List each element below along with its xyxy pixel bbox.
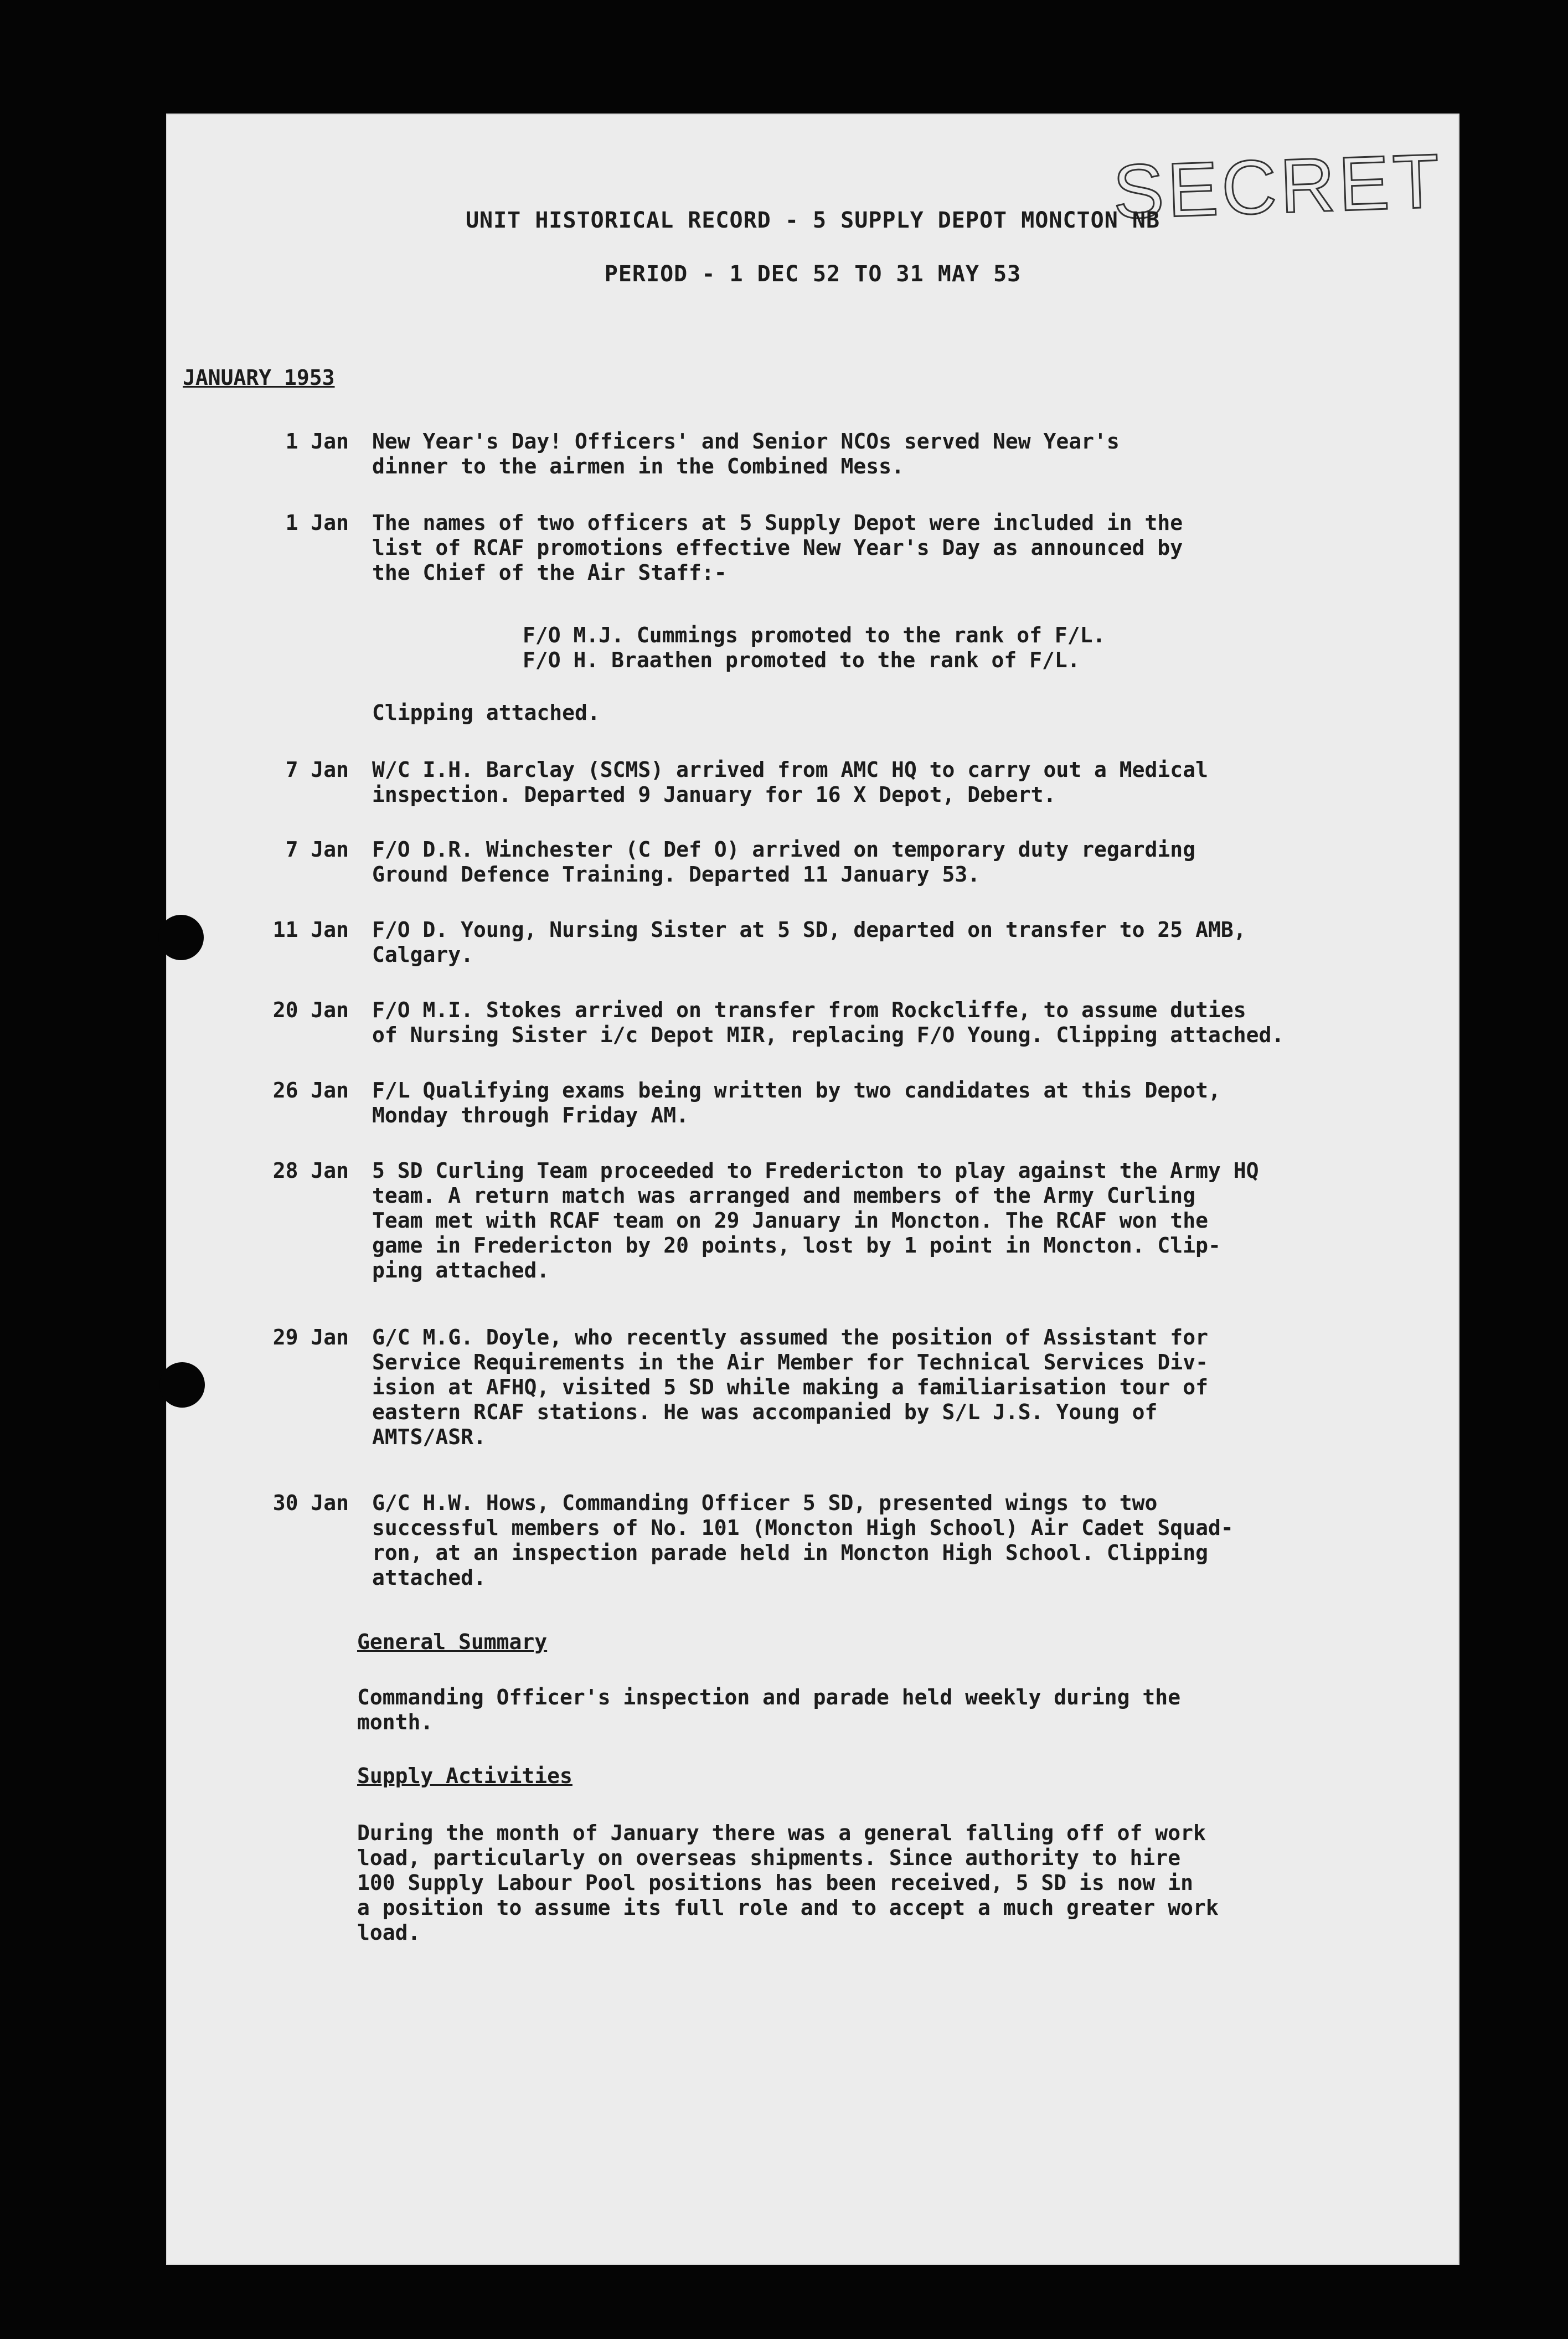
entry-line: team. A return match was arranged and members of the Army Curling	[372, 1183, 1196, 1208]
entry-line: list of RCAF promotions effective New Year's Day as announced by	[372, 535, 1183, 560]
entry-text	[372, 918, 1402, 967]
entry-date: 28 Jan	[272, 1158, 349, 1183]
supply-line: During the month of January there was a general falling off of work	[357, 1821, 1206, 1845]
supply-line: a position to assume its full role and to accept a much greater work	[357, 1895, 1219, 1920]
entry-date: 7 Jan	[285, 758, 349, 782]
summary-line: Commanding Officer's inspection and parade held weekly during the	[357, 1685, 1181, 1709]
document-title: UNIT HISTORICAL RECORD - 5 SUPPLY DEPOT MONCTON NB	[465, 208, 1160, 233]
entry-text	[372, 998, 1402, 1048]
general-summary-text	[357, 1685, 1387, 1735]
promotion-line: F/O M.J. Cummings promoted to the rank of F/L.	[523, 623, 1106, 647]
entry-text	[372, 1078, 1402, 1128]
entry-line: inspection. Departed 9 January for 16 X Depot, Debert.	[372, 782, 1056, 807]
entry-date: 20 Jan	[272, 998, 349, 1022]
supply-activities-text	[357, 1821, 1387, 1945]
entry-line: F/O M.I. Stokes arrived on transfer from Rockcliffe, to assume duties	[372, 998, 1246, 1022]
document-period: PERIOD - 1 DEC 52 TO 31 MAY 53	[604, 261, 1022, 287]
entry-line: successful members of No. 101 (Moncton High School) Air Cadet Squad-	[372, 1516, 1234, 1540]
entry-text	[372, 429, 1402, 479]
entry-line: Calgary.	[372, 942, 474, 967]
entry-line: F/O D.R. Winchester (C Def O) arrived on temporary duty regarding	[372, 837, 1196, 862]
entry-line: ron, at an inspection parade held in Moncton High School. Clipping	[372, 1541, 1208, 1565]
entry-line: dinner to the airmen in the Combined Mess.	[372, 454, 904, 478]
punch-hole	[158, 915, 204, 960]
entry-line: Ground Defence Training. Departed 11 January 53.	[372, 862, 981, 887]
entry-line: Monday through Friday AM.	[372, 1103, 689, 1127]
entry-line: 5 SD Curling Team proceeded to Fredericton to play against the Army HQ	[372, 1158, 1259, 1183]
supply-activities-heading: Supply Activities	[357, 1764, 572, 1788]
promotion-line: F/O H. Braathen promoted to the rank of F/L.	[523, 648, 1080, 672]
entry-date: 7 Jan	[285, 837, 349, 862]
entry-line: eastern RCAF stations. He was accompanied by S/L J.S. Young of	[372, 1400, 1158, 1424]
entry-date: 29 Jan	[272, 1325, 349, 1349]
general-summary-heading: General Summary	[357, 1630, 548, 1654]
entry-line: the Chief of the Air Staff:-	[372, 560, 727, 585]
summary-line: month.	[357, 1710, 434, 1734]
entry-line: AMTS/ASR.	[372, 1425, 486, 1449]
entry-text	[372, 837, 1402, 887]
entry-date: 11 Jan	[272, 918, 349, 942]
supply-line: load.	[357, 1920, 421, 1945]
entry-text	[372, 758, 1402, 807]
entry-line: attached.	[372, 1565, 486, 1590]
entry-line: The names of two officers at 5 Supply Depot were included in the	[372, 511, 1183, 535]
entry-line: ping attached.	[372, 1258, 550, 1282]
entry-text	[372, 1491, 1402, 1590]
entry-line: F/O D. Young, Nursing Sister at 5 SD, departed on transfer to 25 AMB,	[372, 918, 1246, 942]
entry-line: New Year's Day! Officers' and Senior NCOs served New Year's	[372, 429, 1120, 454]
entry-text	[372, 1325, 1402, 1450]
punch-hole	[159, 1362, 205, 1408]
entry-line: ision at AFHQ, visited 5 SD while making a familiarisation tour of	[372, 1375, 1208, 1399]
entry-date: 1 Jan	[285, 429, 349, 454]
entry-line: G/C H.W. Hows, Commanding Officer 5 SD, presented wings to two	[372, 1491, 1158, 1515]
entry-line: of Nursing Sister i/c Depot MIR, replacing F/O Young. Clipping attached.	[372, 1023, 1285, 1047]
entry-text	[372, 511, 1402, 585]
entry-line: W/C I.H. Barclay (SCMS) arrived from AMC HQ to carry out a Medical	[372, 758, 1208, 782]
entry-text	[372, 1158, 1402, 1283]
supply-line: load, particularly on overseas shipments. Since authority to hire	[357, 1846, 1181, 1870]
clipping-note: Clipping attached.	[372, 700, 600, 725]
month-heading: JANUARY 1953	[183, 365, 335, 390]
entry-date: 1 Jan	[285, 511, 349, 535]
secret-stamp: SECRET	[1111, 138, 1445, 235]
entry-line: F/L Qualifying exams being written by two candidates at this Depot,	[372, 1078, 1221, 1102]
entry-line: game in Fredericton by 20 points, lost by 1 point in Moncton. Clip-	[372, 1233, 1221, 1258]
entry-line: Service Requirements in the Air Member for Technical Services Div-	[372, 1350, 1208, 1374]
entry-line: Team met with RCAF team on 29 January in Moncton. The RCAF won the	[372, 1208, 1208, 1233]
entry-date: 26 Jan	[272, 1078, 349, 1102]
supply-line: 100 Supply Labour Pool positions has been received, 5 SD is now in	[357, 1871, 1193, 1895]
entry-line: G/C M.G. Doyle, who recently assumed the position of Assistant for	[372, 1325, 1208, 1349]
entry-date: 30 Jan	[272, 1491, 349, 1515]
